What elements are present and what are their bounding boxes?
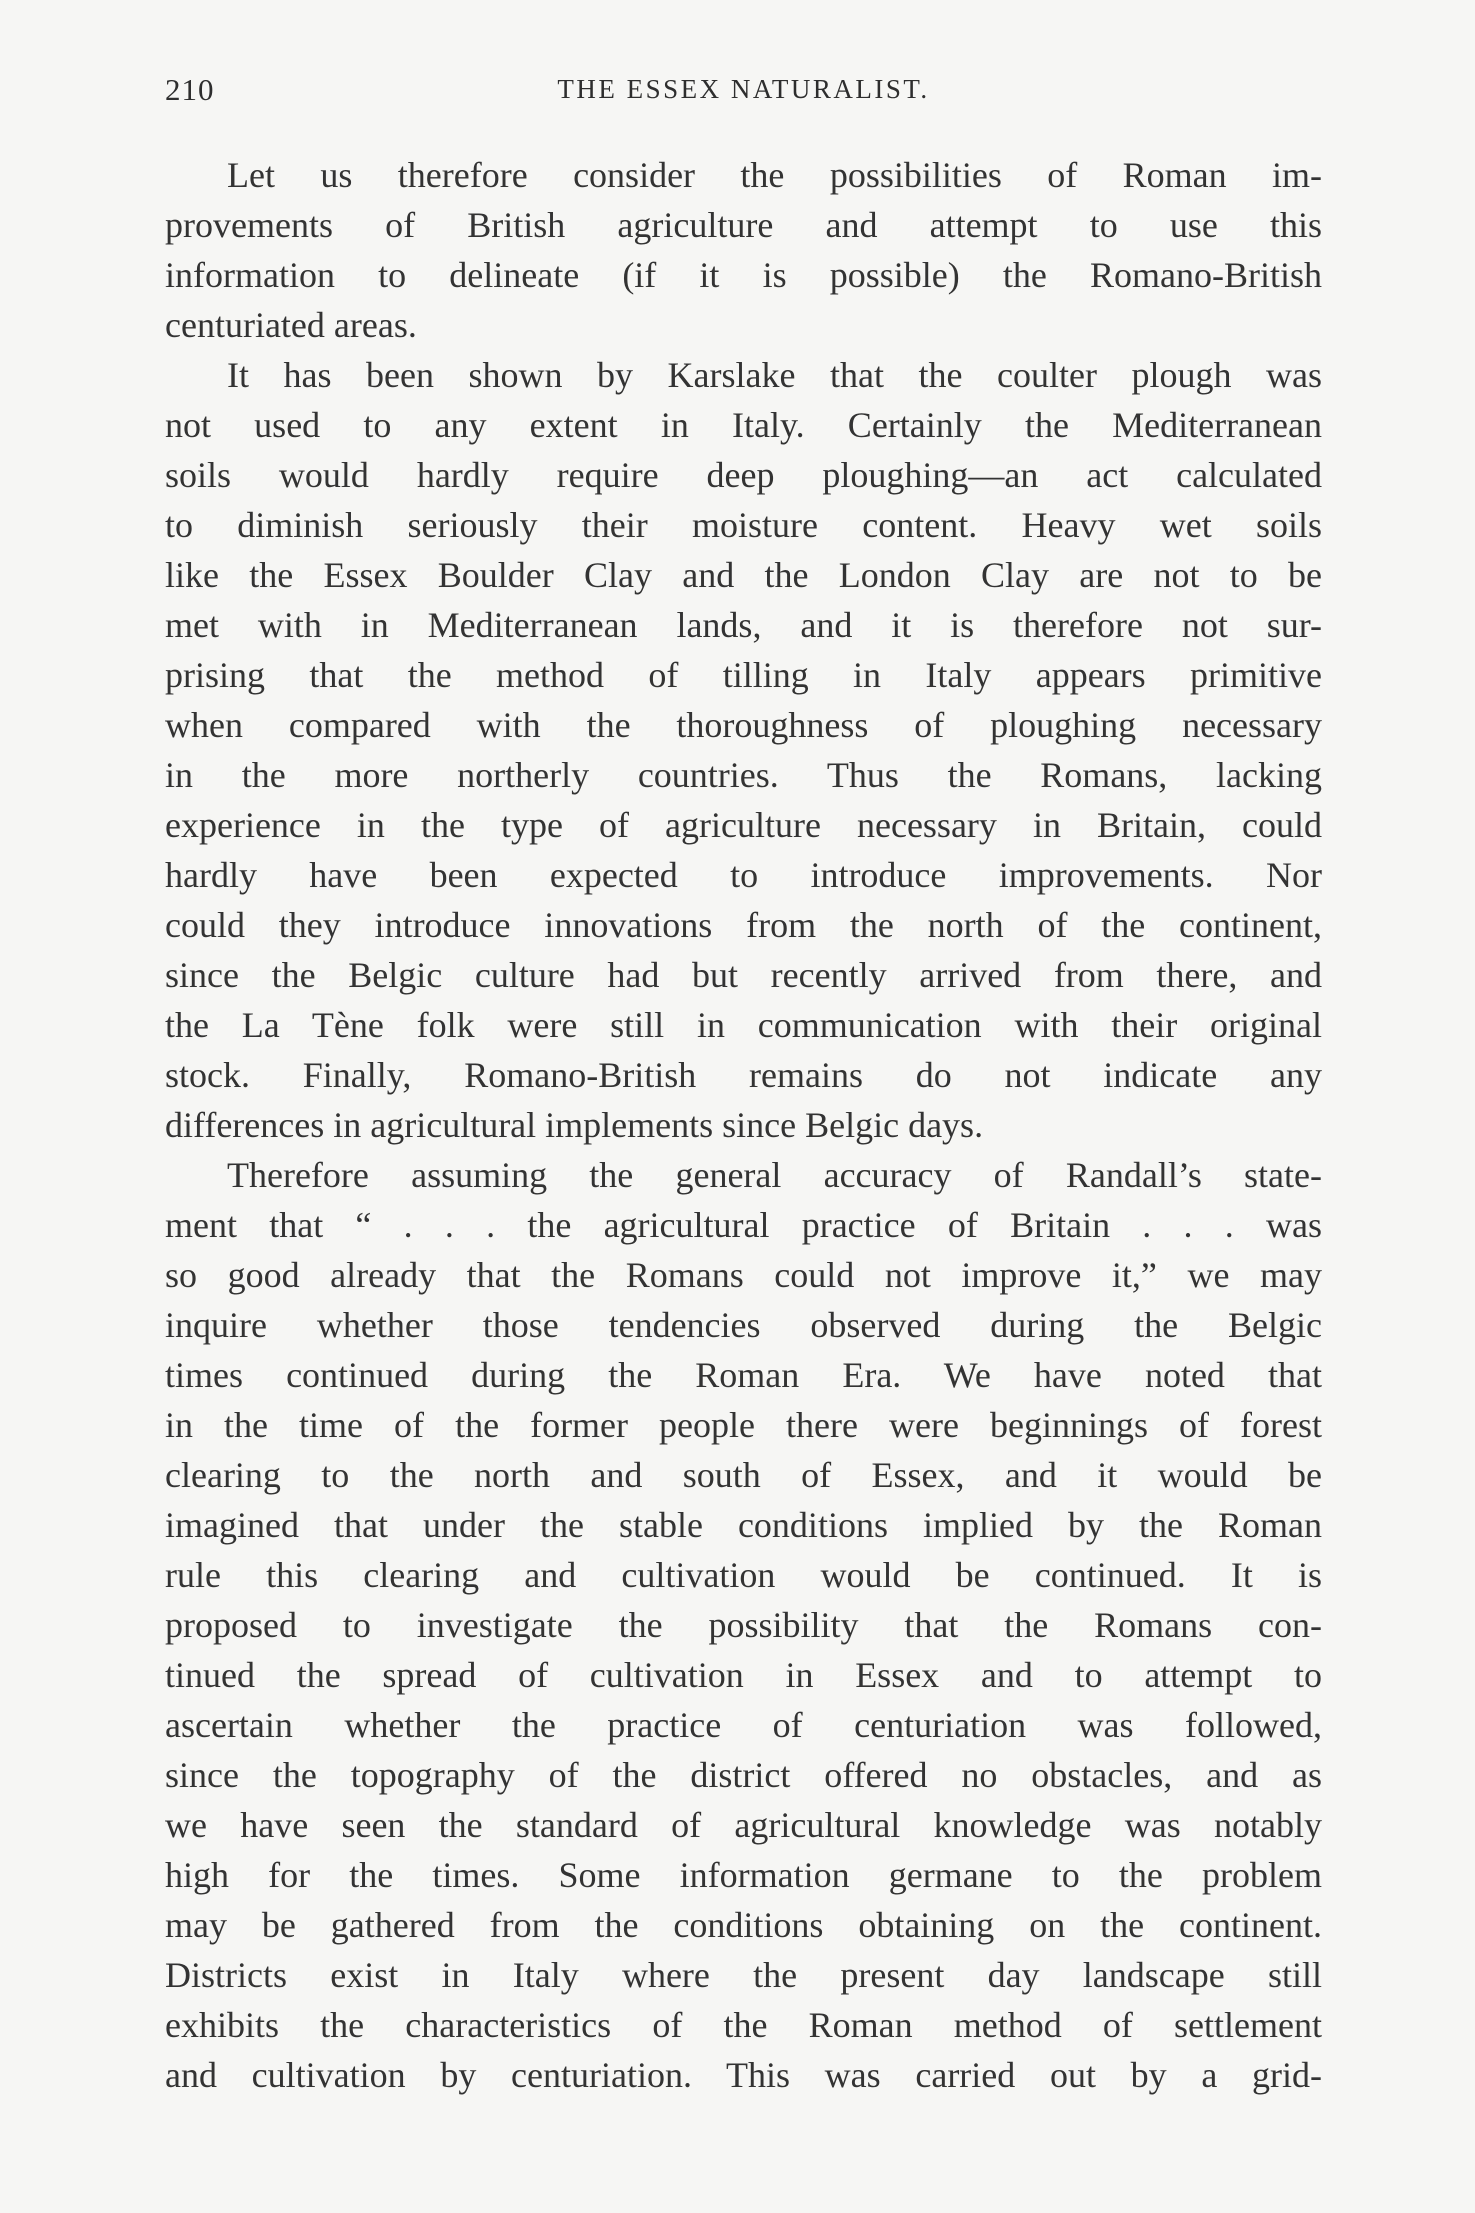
text-line: rule this clearing and cultivation would be continued. It is — [165, 1555, 1322, 1595]
text-line: centuriated areas. — [165, 305, 417, 345]
text-line: ment that “ . . . the agricultural practice of Britain . . . was — [165, 1205, 1322, 1245]
text-line: hardly have been expected to introduce improvements. Nor — [165, 855, 1322, 895]
text-line: high for the times. Some information germane to the problem — [165, 1855, 1322, 1895]
text-line: so good already that the Romans could not improve it,” we may — [165, 1255, 1322, 1295]
text-line: It has been shown by Karslake that the coulter plough was — [227, 355, 1322, 395]
page-number: 210 — [165, 72, 215, 107]
text-line: not used to any extent in Italy. Certainly the Mediterranean — [165, 405, 1322, 445]
text-line: tinued the spread of cultivation in Essex and to attempt to — [165, 1655, 1322, 1695]
journal-title: THE ESSEX NATURALIST. — [557, 74, 930, 104]
text-line: could they introduce innovations from the north of the continent, — [165, 905, 1322, 945]
text-line: proposed to investigate the possibility that the Romans con- — [165, 1605, 1322, 1645]
paragraph-1 — [165, 150, 1322, 350]
text-line: Districts exist in Italy where the present day landscape still — [165, 1955, 1322, 1995]
text-line: and cultivation by centuriation. This was carried out by a grid- — [165, 2055, 1322, 2095]
text-line: to diminish seriously their moisture content. Heavy wet soils — [165, 505, 1322, 545]
text-line: since the topography of the district offered no obstacles, and as — [165, 1755, 1322, 1795]
text-line: may be gathered from the conditions obtaining on the continent. — [165, 1905, 1322, 1945]
text-line: the La Tène folk were still in communication with their original — [165, 1005, 1322, 1045]
text-line: information to delineate (if it is possible) the Romano-British — [165, 255, 1322, 295]
text-line: since the Belgic culture had but recently arrived from there, and — [165, 955, 1322, 995]
text-line: ascertain whether the practice of centuriation was followed, — [165, 1705, 1322, 1745]
text-line: imagined that under the stable conditions implied by the Roman — [165, 1505, 1322, 1545]
text-line: in the time of the former people there were beginnings of forest — [165, 1405, 1322, 1445]
text-line: prising that the method of tilling in Italy appears primitive — [165, 655, 1322, 695]
text-line: exhibits the characteristics of the Roman method of settlement — [165, 2005, 1322, 2045]
text-line: Let us therefore consider the possibilities of Roman im- — [227, 155, 1322, 195]
text-line: inquire whether those tendencies observed during the Belgic — [165, 1305, 1322, 1345]
text-line: soils would hardly require deep ploughing—an act calculated — [165, 455, 1322, 495]
text-line: when compared with the thoroughness of ploughing necessary — [165, 705, 1322, 745]
text-line: Therefore assuming the general accuracy of Randall’s state- — [227, 1155, 1322, 1195]
text-line: met with in Mediterranean lands, and it is therefore not sur- — [165, 605, 1322, 645]
text-line: differences in agricultural implements since Belgic days. — [165, 1105, 984, 1145]
text-line: experience in the type of agriculture necessary in Britain, could — [165, 805, 1322, 845]
text-line: stock. Finally, Romano-British remains do not indicate any — [165, 1055, 1322, 1095]
text-line: clearing to the north and south of Essex, and it would be — [165, 1455, 1322, 1495]
running-head — [165, 72, 1322, 122]
paragraph-3 — [165, 1150, 1322, 2100]
text-line: provements of British agriculture and attempt to use this — [165, 205, 1322, 245]
text-line: times continued during the Roman Era. We have noted that — [165, 1355, 1322, 1395]
text-line: like the Essex Boulder Clay and the London Clay are not to be — [165, 555, 1322, 595]
body-text — [165, 150, 1322, 2100]
text-line: in the more northerly countries. Thus the Romans, lacking — [165, 755, 1322, 795]
paragraph-2 — [165, 350, 1322, 1150]
text-line: we have seen the standard of agricultural knowledge was notably — [165, 1805, 1322, 1845]
